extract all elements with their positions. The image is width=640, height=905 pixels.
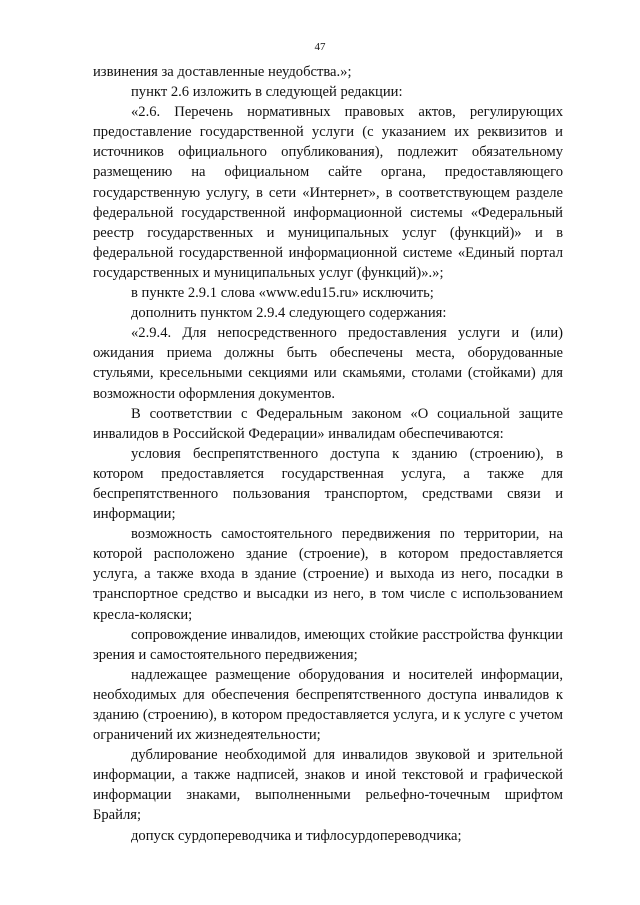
document-body <box>93 62 563 846</box>
paragraph-sign-interpreter: допуск сурдопереводчика и тифлосурдопереводчика; <box>131 827 462 844</box>
paragraph-amend-2-9-1: в пункте 2.9.1 слова «www.edu15.ru» исключить; <box>131 285 434 302</box>
paragraph-2-9-4-text: «2.9.4. Для непосредственного предоставления услуги и (или) ожидания приема должны быть обеспечены места, оборудованные стульями, кресельными секциями или скамьями, столами (стойками) для возможности оформления документов. <box>93 325 563 402</box>
page-number: 47 <box>314 41 326 53</box>
paragraph-add-2-9-4: дополнить пунктом 2.9.4 следующего содержания: <box>131 305 447 322</box>
paragraph-braille-duplication: дублирование необходимой для инвалидов звуковой и зрительной информации, а также надписей, знаков и иной текстовой и графической информации знаками, выполненными рельефно-точечным шрифтом Брайля; <box>93 747 563 824</box>
paragraph-amend-2-6: пункт 2.6 изложить в следующей редакции: <box>131 84 403 101</box>
paragraph-apology-continuation: извинения за доставленные неудобства.»; <box>93 64 352 80</box>
paragraph-escort: сопровождение инвалидов, имеющих стойкие расстройства функции зрения и самостоятельного передвижения; <box>93 626 563 663</box>
paragraph-equipment-placement: надлежащее размещение оборудования и носителей информации, необходимых для обеспечения беспрепятственного доступа инвалидов к зданию (строению), в котором предоставляется услуга, и к услуге с учетом ограничений их жизнедеятельности; <box>93 666 563 744</box>
paragraph-2-6-text: «2.6. Перечень нормативных правовых актов, регулирующих предоставление государственной услуги (с указанием их реквизитов и источников официального опубликования), подлежит обязательному размещению на официальном сайте органа, предоставляющего государственную услугу, в сети «Интернет», в соответствующем разделе федеральной государственной информационной системы «Федеральный реестр государственных и муниципальных услуг (функций)» и в федеральной государственной информационной системе «Единый портал государственных и муниципальных услуг (функций)».»; <box>93 104 563 281</box>
paragraph-federal-law: В соответствии с Федеральным законом «О социальной защите инвалидов в Российской Федерации» инвалидам обеспечиваются: <box>93 405 563 442</box>
paragraph-independent-movement: возможность самостоятельного передвижения по территории, на которой расположено здание (строение), в котором предоставляется услуга, а также входа в здание (строение) и выхода из него, посадки в транспортное средство и высадки из него, в том числе с использованием кресла-коляски; <box>93 526 563 623</box>
paragraph-access-conditions: условия беспрепятственного доступа к зданию (строению), в котором предоставляется государственная услуга, а также для беспрепятственного пользования транспортом, средствами связи и информации; <box>93 445 563 523</box>
